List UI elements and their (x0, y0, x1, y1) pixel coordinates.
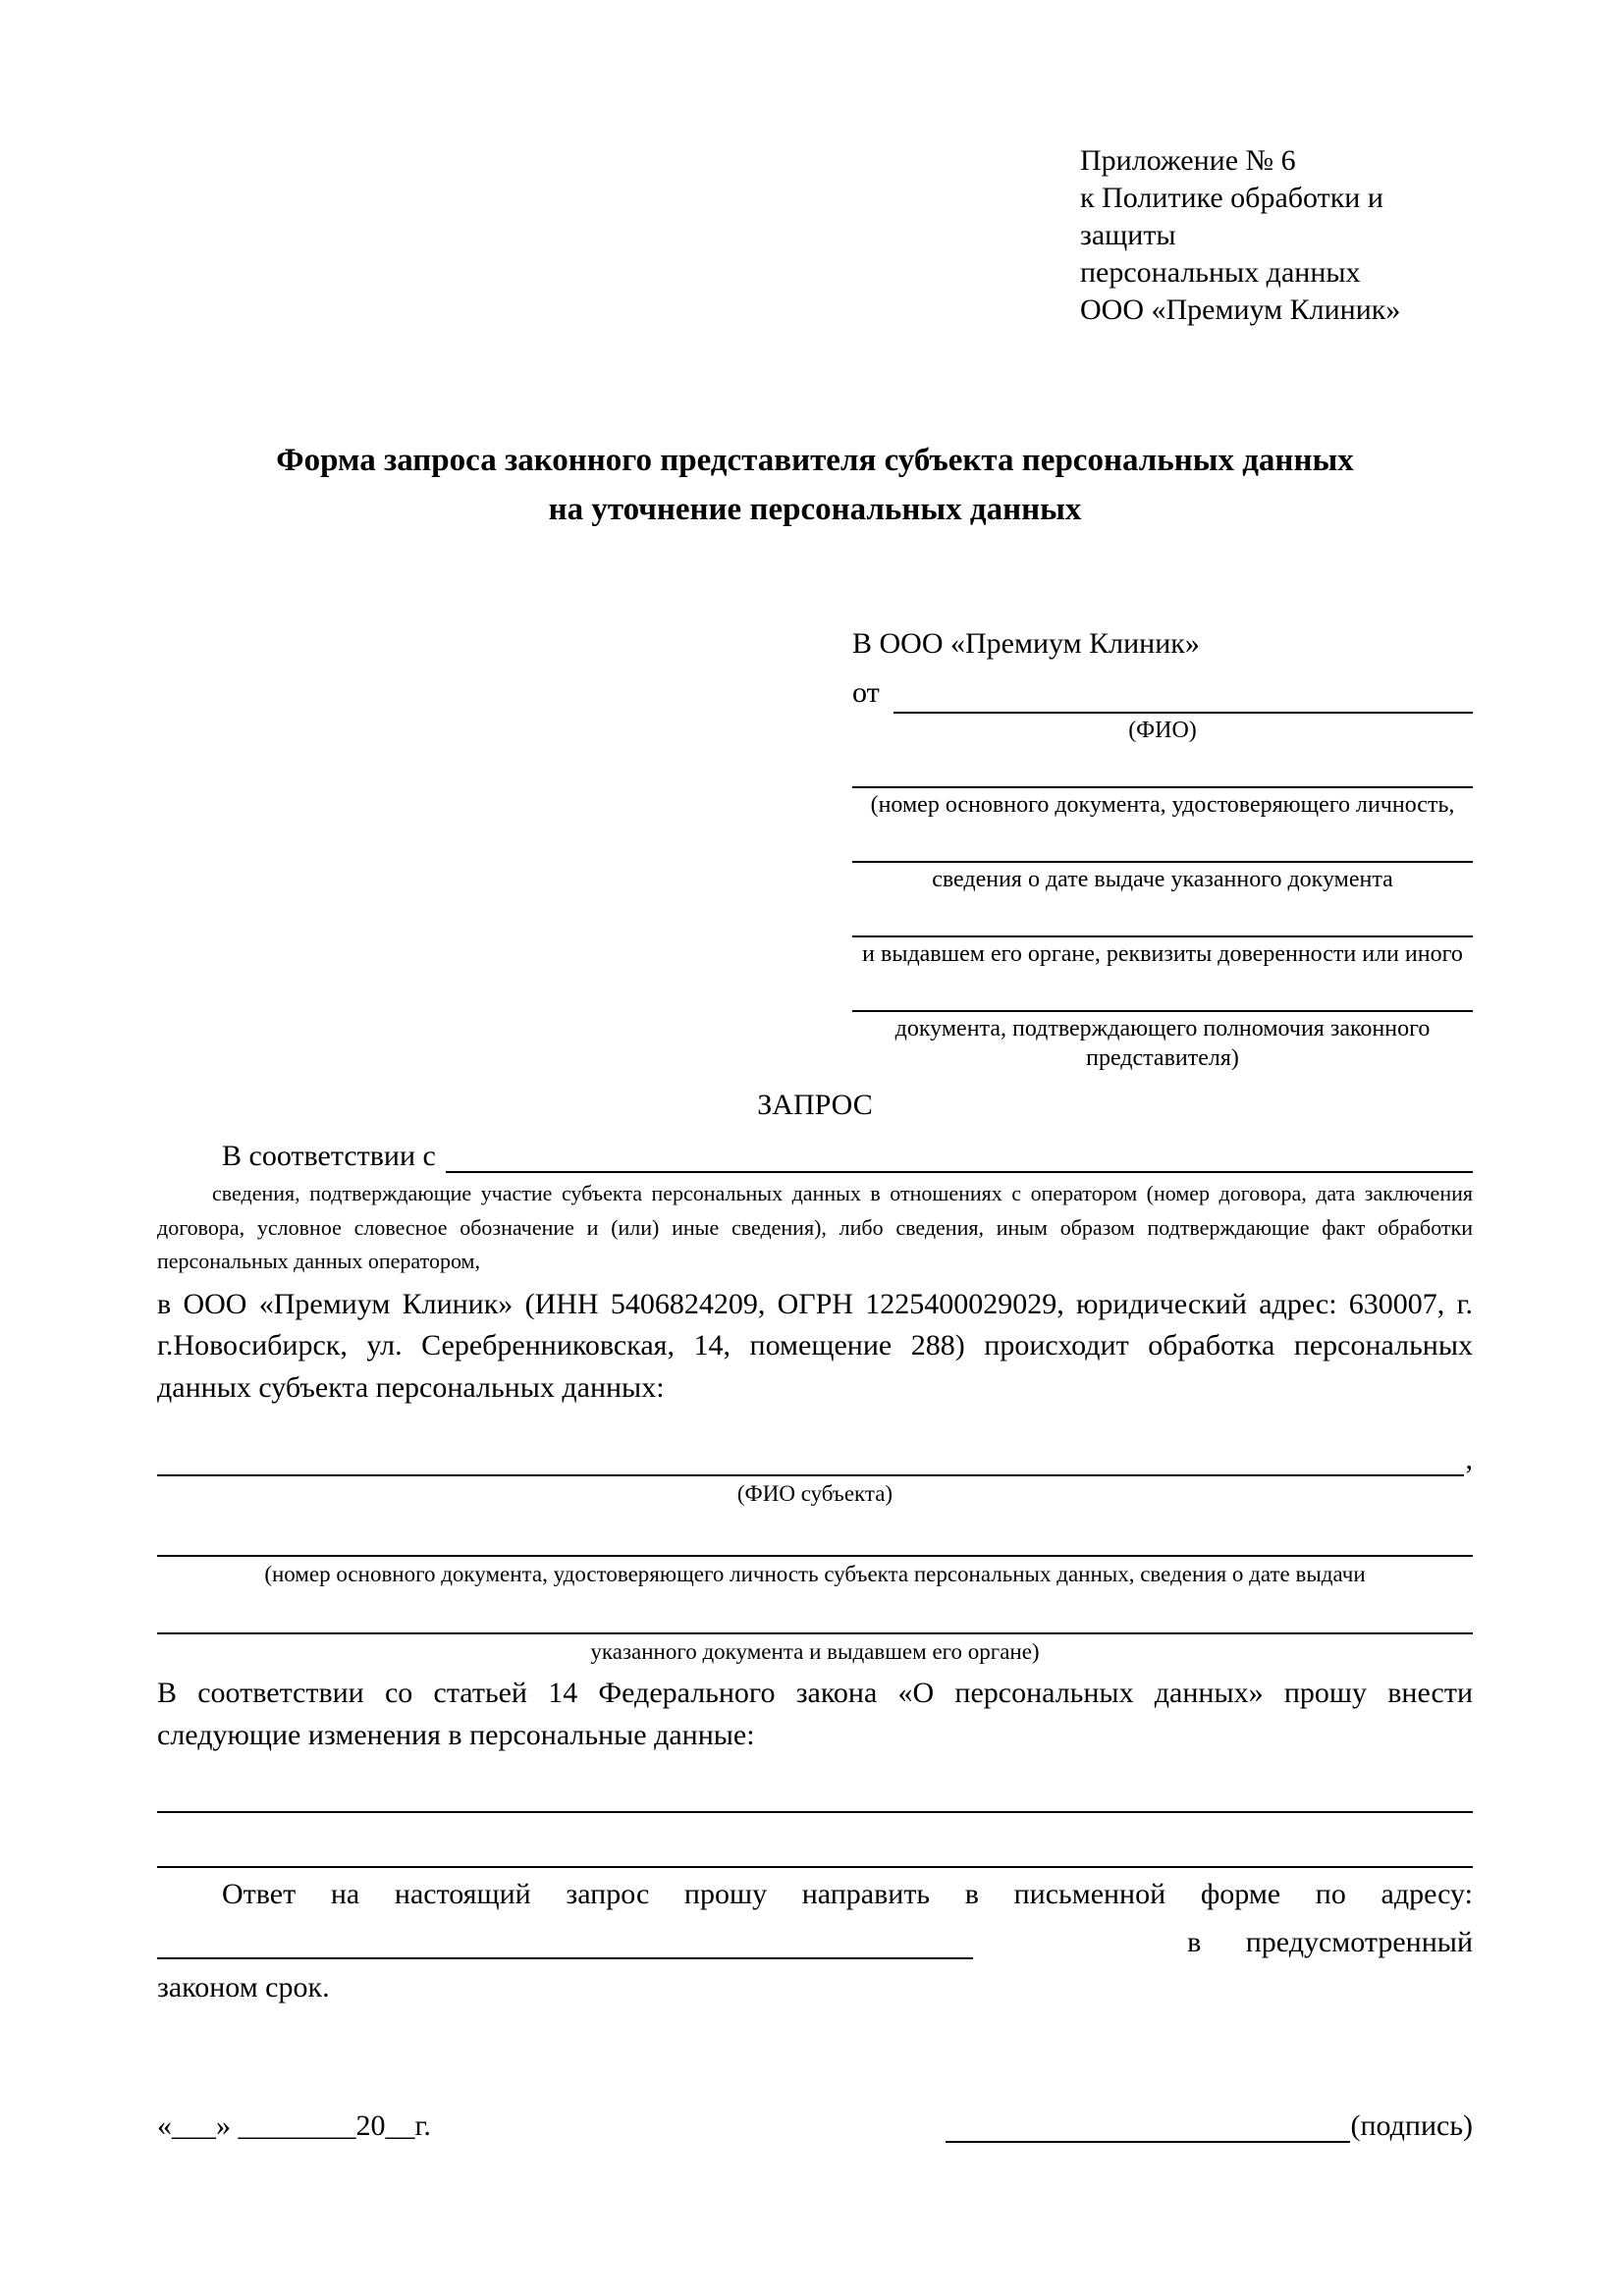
law-paragraph: В соответствии со статьей 14 Федерального закона «О персональных данных» прошу внести следующие изменения в персональные данные: (157, 1677, 1473, 1751)
subject-fio-trailing-comma: , (1465, 1442, 1473, 1475)
subject-fio-input-line[interactable] (157, 1431, 1464, 1476)
reply-address-input-line[interactable] (157, 1920, 973, 1959)
signature-caption: (подпись) (1350, 2109, 1473, 2142)
representative-doc-input-line-4[interactable] (852, 969, 1473, 1012)
date-field[interactable]: «___» ________20__г. (157, 2109, 431, 2142)
subject-doc-input-line-2[interactable] (157, 1589, 1473, 1634)
basis-caption: сведения, подтверждающие участие субъекта персональных данных в отношениях с оператором (номер договора, дата заключения договора, условное словесное обозначение и (или) иные сведения), либо сведения, иным образом подтверждающие факт обработки персональных данных оператором, (157, 1181, 1473, 1273)
appendix-note-line: персональных данных (1080, 256, 1361, 290)
page-title (157, 437, 1473, 534)
from-label: от (852, 675, 880, 709)
representative-doc-caption-3: и выдавшем его органе, реквизиты доверенности или иного (862, 941, 1463, 968)
from-row (852, 671, 1473, 715)
changes-input-line-1[interactable] (157, 1756, 1473, 1813)
subject-doc-caption-1: (номер основного документа, удостоверяющего личность субъекта персональных данных, сведения о дате выдачи (264, 1562, 1366, 1587)
basis-input-line[interactable] (446, 1132, 1473, 1173)
representative-doc-input-line-1[interactable] (852, 745, 1473, 788)
signature-row (157, 2106, 1473, 2143)
addressee-organization: В ООО «Премиум Клиник» (852, 627, 1200, 661)
reply-sentence-end: законом срок. (157, 1970, 330, 2003)
representative-doc-caption-1: (номер основного документа, удостоверяющего личность, (870, 792, 1455, 819)
reply-sentence-start: Ответ на настоящий запрос прошу направить в письменной форме по адресу: (222, 1878, 1473, 1911)
appendix-note-line: к Политике обработки и защиты (1080, 182, 1383, 252)
subject-fio-caption: (ФИО субъекта) (736, 1480, 893, 1506)
signature-input-line[interactable] (946, 2106, 1350, 2143)
representative-doc-input-line-3[interactable] (852, 894, 1473, 937)
representative-doc-caption-4: документа, подтверждающего полномочия законного представителя) (894, 1016, 1431, 1072)
representative-fio-input-line[interactable] (893, 672, 1473, 714)
page-title-line2: на уточнение персональных данных (548, 491, 1082, 527)
reply-address-row (157, 1920, 1473, 1959)
reply-sentence-middle: в предусмотренный (1187, 1925, 1473, 1958)
fio-caption: (ФИО) (1128, 718, 1197, 744)
subject-fio-row (157, 1431, 1473, 1476)
signature-group (946, 2106, 1473, 2143)
subject-doc-input-line-1[interactable] (157, 1508, 1473, 1557)
page-title-line1: Форма запроса законного представителя субъекта персональных данных (276, 443, 1354, 479)
subject-doc-caption-2: указанного документа и выдавшем его органе) (590, 1639, 1040, 1665)
basis-row (157, 1132, 1473, 1173)
representative-doc-caption-2: сведения о дате выдаче указанного документа (932, 867, 1393, 893)
operator-paragraph: в ООО «Премиум Клиник» (ИНН 5406824209, ОГРН 1225400029029, юридический адрес: 630007, г. г.Новосибирск, ул. Серебренниковская, 14, помещение 288) происходит обработка персональных данных субъекта персональных данных: (157, 1287, 1473, 1404)
basis-label: В соответствии с (222, 1140, 436, 1173)
representative-doc-input-line-2[interactable] (852, 820, 1473, 863)
appendix-note-line: ООО «Премиум Клиник» (1080, 294, 1401, 327)
appendix-note-line: Приложение № 6 (1080, 144, 1296, 177)
request-heading: ЗАПРОС (757, 1089, 873, 1122)
changes-input-line-2[interactable] (157, 1813, 1473, 1868)
addressee-block (852, 622, 1473, 1073)
appendix-note (1080, 142, 1473, 329)
